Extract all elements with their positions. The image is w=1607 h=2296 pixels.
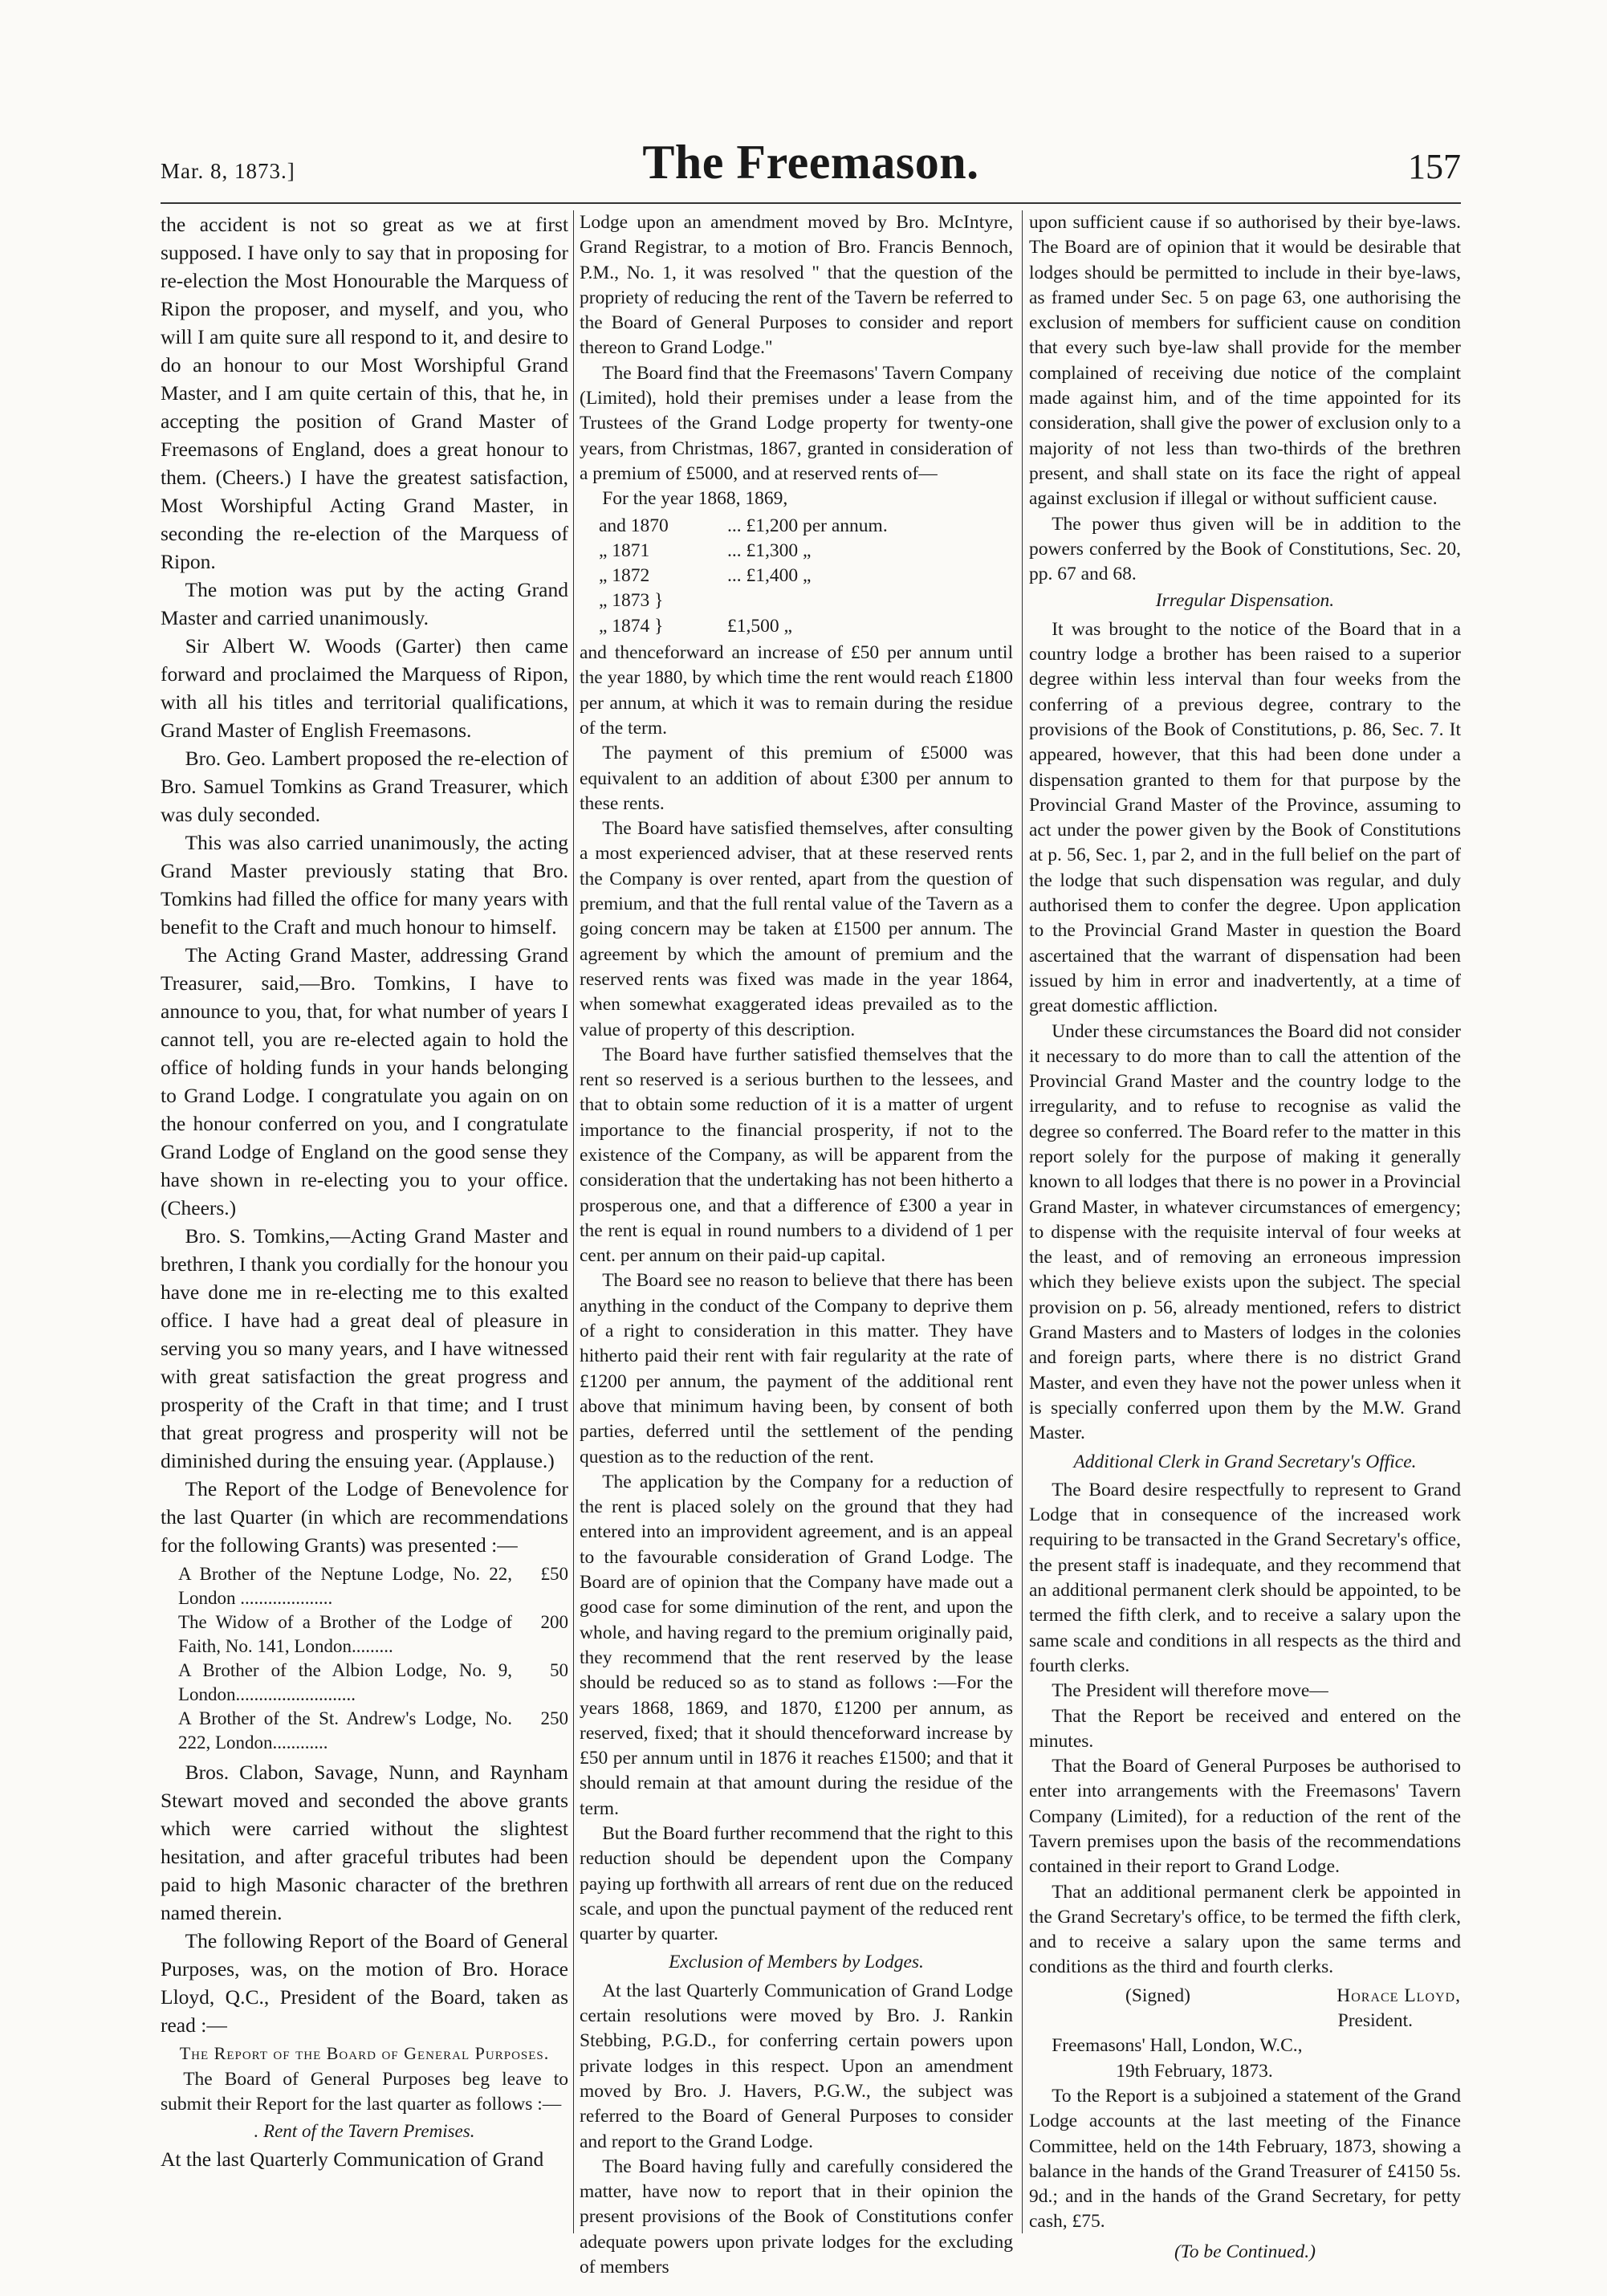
- paragraph: Bros. Clabon, Savage, Nunn, and Raynham Stewart moved and seconded the above grants which were carried without the slightest hesitation, and after graceful tributes had been paid to high Masonic character of the brethren named therein.: [161, 1761, 568, 1924]
- section-subhead: Exclusion of Members by Lodges.: [669, 1952, 924, 1973]
- paragraph: The President will therefore move—: [1052, 1680, 1328, 1702]
- issue-date: Mar. 8, 1873.]: [161, 159, 295, 183]
- grant-recipient: A Brother of the Neptune Lodge, No. 22, London ....................: [178, 1564, 512, 1608]
- grant-amount: £50: [540, 1564, 568, 1584]
- paragraph: Bro. Geo. Lambert proposed the re-election of Bro. Samuel Tomkins as Grand Treasurer, which was duly seconded.: [161, 747, 568, 826]
- paragraph: The Acting Grand Master, addressing Grand Treasurer, said,—Bro. Tomkins, I have to announce to you, that, for what number of years I cannot tell, you are re-elected again to hold the office of holding funds in your hands belonging to Grand Lodge. I congratulate you again on on the honour conferred on you, and I congratulate Grand Lodge of England on the good sense they have shown in re-electing you to your office. (Cheers.): [161, 943, 568, 1219]
- rent-year: „ 1871: [599, 539, 650, 561]
- paragraph: The Board of General Purposes beg leave to submit their Report for the last quarter as follows :—: [161, 2069, 568, 2115]
- paragraph: At the last Quarterly Communication of Grand Lodge certain resolutions were moved by Bro. J. Rankin Stebbing, P.G.D., for conferring certain powers upon private lodges in this respect. Upon an amendment moved by Bro. J. Havers, P.G.W., the subject was referred to the Board of General Purposes to consider and report to the Grand Lodge.: [580, 1980, 1013, 2152]
- rent-row: [599, 514, 1013, 539]
- rent-amount: ... £1,300 „: [727, 539, 812, 561]
- paragraph: The Board have further satisfied themselves that the rent so reserved is a serious burthen to the lessees, and that to obtain some reduction of it is a matter of urgent importance to the financial prosperity, if not to the existence of the Company, as will be apparent from the consideration that the undertaking has not been hitherto a prosperous one, and that a difference of £300 a year in the rent is equal in round numbers to a dividend of 1 per cent. per annum on their paid-up capital.: [580, 1044, 1013, 1267]
- paragraph: This was also carried unanimously, the acting Grand Master previously stating that Bro. Tomkins had filled the office for many years with benefit to the Craft and much honour to himself.: [161, 831, 568, 938]
- paragraph: It was brought to the notice of the Board that in a country lodge a brother has been raised to a superior degree within less interval than four weeks from the conferring of a previous degree, contrary to the provisions of the Book of Constitutions, p. 86, Sec. 7. It appeared, however, that this had been done under a dispensation granted to them for that purpose by the Provincial Grand Master of the Province, assuming to act under the power given by the Book of Constitutions at p. 56, Sec. 1, par 2, and in the full belief on the part of the lodge that such dispensation was regular, and duly authorised them to confer the degree. Upon application to the Provincial Grand Master in question the Board ascertained that the warrant of dispensation had been issued by him in error and inadvertently, at a time of great domestic affliction.: [1029, 618, 1461, 1017]
- signer-name: Horace Lloyd,: [1336, 1985, 1461, 2006]
- paragraph: The Board find that the Freemasons' Tavern Company (Limited), hold their premises under a lease from the Trustees of the Grand Lodge property for twenty-one years, from Christmas, 1867, granted in consideration of a premium of £5000, and at reserved rents of—: [580, 362, 1013, 484]
- page-number: 157: [1408, 147, 1461, 186]
- masthead-title: The Freemason.: [642, 136, 979, 189]
- paragraph: The Board desire respectfully to represent to Grand Lodge that in consequence of the increased work requiring to be transacted in the Grand Secretary's office, the present staff is inadequate, and they recommend that an additional permanent clerk should be appointed, to be termed the fifth clerk, and to receive a salary upon the same scale and conditions in all respects as the third and fourth clerks.: [1029, 1479, 1461, 1676]
- rent-row: [599, 539, 1013, 564]
- paragraph: The following Report of the Board of General Purposes, was, on the motion of Bro. Horace Lloyd, Q.C., President of the Board, taken as read :—: [161, 1929, 568, 2037]
- paragraph: upon sufficient cause if so authorised by their bye-laws. The Board are of opinion that it would be desirable that lodges should be permitted to include in their bye-laws, as framed under Sec. 5 on page 63, one authorising the exclusion of members for sufficient cause on condition that every such bye-law shall provide for the member complained of receiving due notice of the complaint made against him, and of the time appointed for its consideration, shall give the power of exclusion only to a majority of not less than two-thirds of the brethren present, and shall state on its face the right of appeal against exclusion if illegal or without sufficient cause.: [1029, 212, 1461, 510]
- rent-amount: [727, 588, 968, 613]
- rent-row: [599, 588, 1013, 613]
- grant-amount: 200: [540, 1612, 568, 1632]
- paragraph: That an additional permanent clerk be appointed in the Grand Secretary's office, to be termed the fifth clerk, and to receive a salary upon the same terms and conditions as the third and fourth clerks.: [1029, 1881, 1461, 1978]
- rent-year: „ 1872: [599, 565, 650, 587]
- signer-title: President.: [1337, 2010, 1413, 2032]
- grant-item: [161, 1659, 568, 1707]
- grants-list: [161, 1562, 568, 1755]
- rent-year: „ 1874 }: [599, 615, 664, 637]
- column-3: [1029, 210, 1461, 2265]
- paragraph: The motion was put by the acting Grand Master and carried unanimously.: [161, 578, 568, 629]
- paragraph: To the Report is a subjoined a statement of the Grand Lodge accounts at the last meeting of the Finance Committee, held on the 14th February, 1873, showing a balance in the hands of the Grand Treasurer of £4150 5s. 9d.; and in the hands of the Grand Secretary, for petty cash, £75.: [1029, 2085, 1461, 2233]
- paragraph: The Board having fully and carefully considered the matter, have now to report that in their opinion the present provisions of the Book of Constitutions confer adequate powers upon private lodges for the excluding of members: [580, 2156, 1013, 2278]
- report-heading: The Report of the Board of General Purposes.: [179, 2043, 550, 2063]
- rent-intro: For the year 1868, 1869,: [602, 488, 788, 510]
- grant-amount: 250: [540, 1708, 568, 1728]
- rent-year: and 1870: [599, 515, 669, 536]
- grant-item: [161, 1562, 568, 1610]
- section-subhead: . Rent of the Tavern Premises.: [254, 2121, 475, 2141]
- grant-recipient: A Brother of the St. Andrew's Lodge, No. 222, London............: [178, 1708, 512, 1753]
- signature-line: [1029, 1984, 1461, 2009]
- grant-amount: 50: [550, 1660, 568, 1680]
- grant-item: [161, 1707, 568, 1755]
- paragraph: The power thus given will be in addition to the powers conferred by the Book of Constitutions, Sec. 20, pp. 67 and 68.: [1029, 513, 1461, 585]
- paragraph: The Report of the Lodge of Benevolence for the last Quarter (in which are recommendations for the following Grants) was presented :—: [161, 1477, 568, 1557]
- rent-amount: ... £1,400 „: [727, 565, 812, 587]
- signature-date: 19th February, 1873.: [1116, 2060, 1273, 2082]
- rent-amount: ... £1,200 per annum.: [727, 515, 888, 536]
- grant-item: [161, 1610, 568, 1659]
- paragraph: That the Board of General Purposes be authorised to enter into arrangements with the Freemasons' Tavern Company (Limited), for a reduction of the rent of the Tavern premises upon the basis of the recommendations contained in their report to Grand Lodge.: [1029, 1756, 1461, 1878]
- paragraph: Sir Albert W. Woods (Garter) then came forward and proclaimed the Marquess of Ripon, with all his titles and territorial qualifications, Grand Master of English Freemasons.: [161, 634, 568, 742]
- column-1: [161, 210, 568, 2265]
- grant-recipient: A Brother of the Albion Lodge, No. 9, London..........................: [178, 1660, 512, 1704]
- paragraph: At the last Quarterly Communication of Grand: [161, 2147, 544, 2171]
- column-divider: [573, 210, 574, 2233]
- paragraph: Under these circumstances the Board did not consider it necessary to do more than to call the attention of the Provincial Grand Master and the country lodge to the irregularity, and to refuse to recognise as valid the degree so conferred. The Board refer to the matter in this report solely for the purpose of making it generally known to all lodges that there is no power in a Provincial Grand Master, in whatever circumstances of emergency; to dispense with the requisite interval of four weeks at the least, and of removing an erroneous impression which they believe exists upon the subject. The special provision on p. 56, already mentioned, refers to district Grand Masters and to Masters of lodges in the colonies and foreign parts, where there is no district Grand Master, and even they have not the power unless when it is specially conferred upon them by the M.W. Grand Master.: [1029, 1020, 1461, 1444]
- column-2: [580, 210, 1013, 2278]
- signed-label: (Signed): [1125, 1985, 1190, 2006]
- rent-amount: £1,500 „: [727, 615, 792, 637]
- rent-year: „ 1873 }: [599, 590, 664, 612]
- section-subhead: Irregular Dispensation.: [1155, 590, 1335, 612]
- paragraph: But the Board further recommend that the right to this reduction should be dependent upon the Company paying up forthwith all arrears of rent due on the reduced scale, and upon the punctual payment of the reduced rent quarter by quarter.: [580, 1823, 1013, 1945]
- page-header: [161, 135, 1461, 199]
- paragraph: The application by the Company for a reduction of the rent is placed solely on the ground that they had entered into an improvident agreement, and is an appeal to the favourable consideration of Grand Lodge. The Board are of opinion that the Company have made out a good case for some diminution of the rent, and upon the whole, and having regard to the premium originally paid, they recommend that the rent reserved by the lease should be reduced so as to stand as follows :—For the years 1868, 1869, and 1870, £1200 per annum, as reserved, fixed; that it should thenceforward increase by £50 per annum until in 1876 it reaches £1500; and that it should remain at that amount during the residue of the term.: [580, 1471, 1013, 1819]
- header-rule: [161, 202, 1461, 204]
- rent-row: [599, 564, 1013, 588]
- rent-schedule: [599, 514, 1013, 639]
- column-divider: [1022, 210, 1023, 2233]
- paragraph: The Board see no reason to believe that there has been anything in the conduct of the Company to deprive them of a right to consideration in this matter. They have hitherto paid their rent with fair regularity at the rate of £1200 per annum, the payment of the additional rent above that minimum having been, by consent of both parties, deferred until the settlement of the pending question as to the reduction of the rent.: [580, 1270, 1013, 1468]
- continued-note: (To be Continued.): [1174, 2241, 1316, 2262]
- rent-row: [599, 614, 1013, 639]
- paragraph: That the Report be received and entered on the minutes.: [1029, 1705, 1461, 1752]
- section-subhead: Additional Clerk in Grand Secretary's Office.: [1073, 1451, 1417, 1472]
- signature-address: Freemasons' Hall, London, W.C.,: [1052, 2035, 1303, 2057]
- grant-recipient: The Widow of a Brother of the Lodge of Faith, No. 141, London.........: [178, 1612, 512, 1656]
- paragraph: The Board have satisfied themselves, after consulting a most experienced adviser, that at these reserved rents the Company is over rented, apart from the question of premium, and that the full rental value of the Tavern as a going concern may be taken at £1500 per annum. The agreement by which the amount of premium and the reserved rents was fixed was made in the year 1864, when somewhat exaggerated ideas prevailed as to the value of property of this description.: [580, 818, 1013, 1040]
- paragraph: Bro. S. Tomkins,—Acting Grand Master and brethren, I thank you cordially for the honour you have done me in re-electing me to this exalted office. I have had a great deal of pleasure in serving you so many years, and I have witnessed with great satisfaction the great progress and prosperity of the Craft in that time; and I trust that great progress and prosperity will not be diminished during the ensuing year. (Applause.): [161, 1224, 568, 1472]
- paragraph: The payment of this premium of £5000 was equivalent to an addition of about £300 per annum to these rents.: [580, 743, 1013, 814]
- paragraph: Lodge upon an amendment moved by Bro. McIntyre, Grand Registrar, to a motion of Bro. Francis Bennoch, P.M., No. 1, it was resolved " that the question of the propriety of reducing the rent of the Tavern be referred to the Board of General Purposes to consider and report thereon to Grand Lodge.": [580, 212, 1013, 359]
- paragraph: and thenceforward an increase of £50 per annum until the year 1880, by which time the rent would reach £1800 per annum, at which it was to remain during the residue of the term.: [580, 642, 1013, 739]
- paragraph: the accident is not so great as we at first supposed. I have only to say that in proposing for re-election the Most Honourable the Marquess of Ripon the proposer, and myself, and you, who will I am quite sure all respond to it, and desire to do an honour to our Most Worshipful Grand Master, and I am quite certain of this, that he, in accepting the position of Grand Master of Freemasons of England, does a great honour to them. (Cheers.) I have the greatest satisfaction, Most Worshipful Acting Grand Master, in seconding the re-election of the Marquess of Ripon.: [161, 213, 568, 573]
